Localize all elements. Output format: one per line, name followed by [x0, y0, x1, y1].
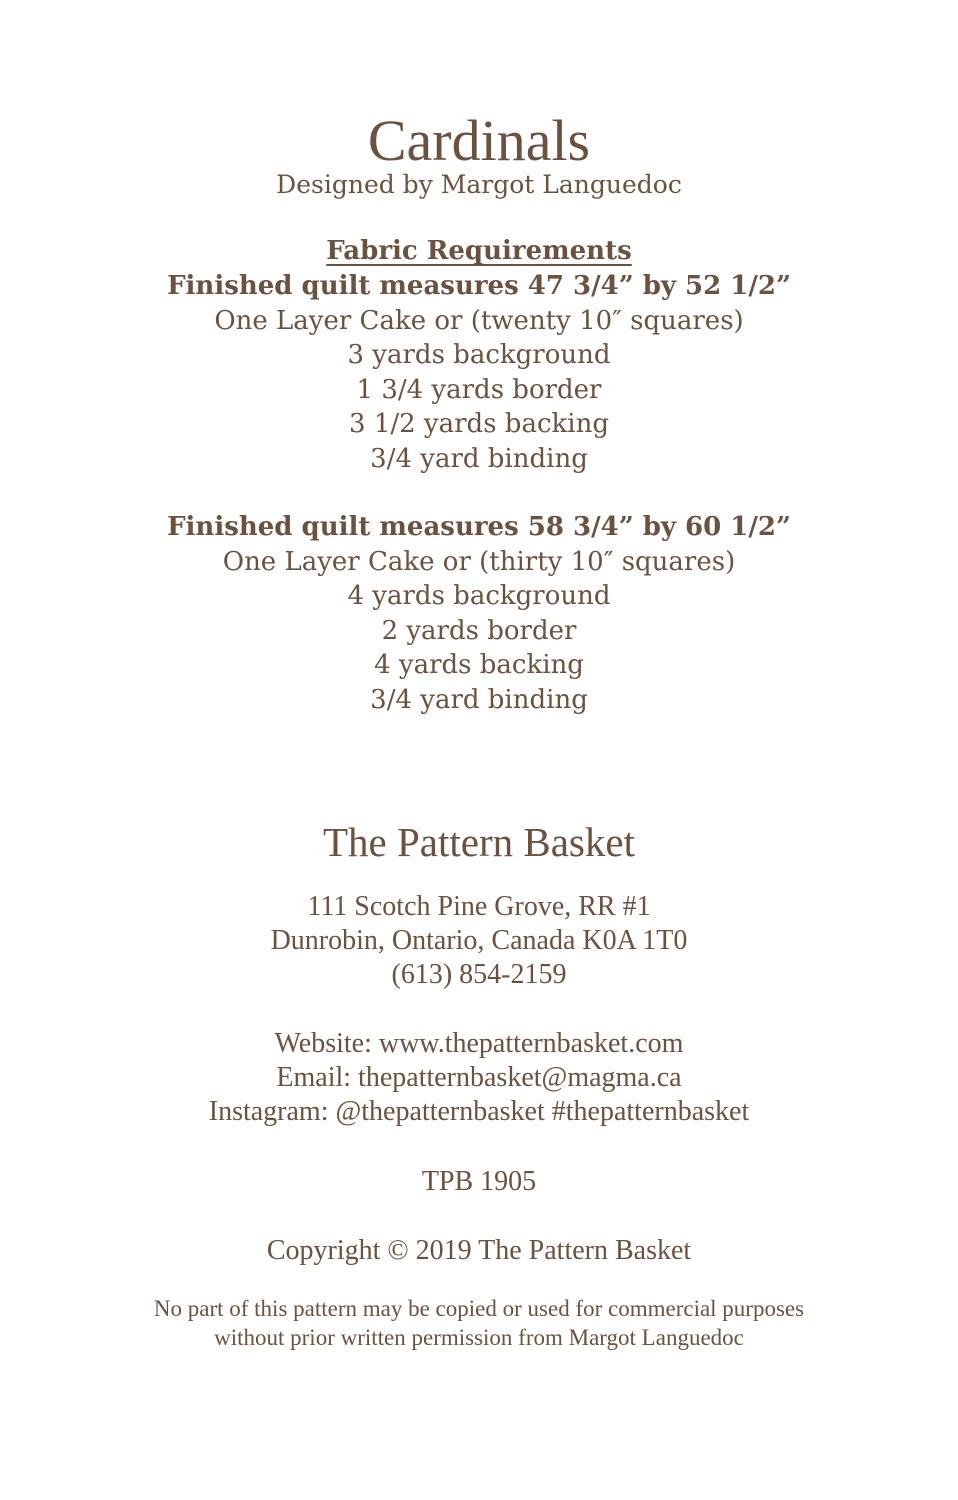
size-1-item: One Layer Cake or (twenty 10″ squares): [214, 306, 744, 336]
size-2-item: 4 yards background: [347, 581, 611, 611]
company-email: Email: thepatternbasket@magma.ca: [276, 1062, 682, 1093]
pattern-title: Cardinals: [367, 108, 591, 173]
usage-notice-line1: No part of this pattern may be copied or used for commercial purposes: [153, 1296, 805, 1321]
size-2-item: One Layer Cake or (thirty 10″ squares): [222, 547, 736, 577]
company-address-line2: Dunrobin, Ontario, Canada K0A 1T0: [270, 925, 688, 956]
designer-credit: Designed by Margot Languedoc: [276, 170, 682, 199]
company-name: The Pattern Basket: [323, 819, 635, 865]
company-instagram: Instagram: @thepatternbasket #thepatternbasket: [208, 1096, 750, 1127]
size-2-heading: Finished quilt measures 58 3/4” by 60 1/2”: [167, 512, 791, 542]
size-1-item: 3 1/2 yards backing: [349, 409, 609, 439]
size-1-item: 3/4 yard binding: [370, 444, 588, 474]
company-website: Website: www.thepatternbasket.com: [274, 1028, 684, 1059]
size-2-item: 4 yards backing: [374, 650, 584, 680]
size-1-item: 1 3/4 yards border: [356, 375, 602, 405]
copyright-notice: Copyright © 2019 The Pattern Basket: [266, 1235, 692, 1266]
company-phone: (613) 854-2159: [391, 959, 567, 990]
usage-notice-line2: without prior written permission from Margot Languedoc: [214, 1325, 744, 1350]
pattern-code: TPB 1905: [421, 1166, 537, 1197]
size-2-item: 2 yards border: [381, 616, 577, 646]
size-2-item: 3/4 yard binding: [370, 685, 588, 715]
fabric-requirements-heading: [0, 238, 958, 264]
fabric-requirements-heading-text: Fabric Requirements: [326, 236, 632, 266]
size-1-item: 3 yards background: [347, 340, 611, 370]
company-address-line1: 111 Scotch Pine Grove, RR #1: [307, 891, 651, 922]
size-1-heading: Finished quilt measures 47 3/4” by 52 1/2”: [167, 271, 791, 301]
